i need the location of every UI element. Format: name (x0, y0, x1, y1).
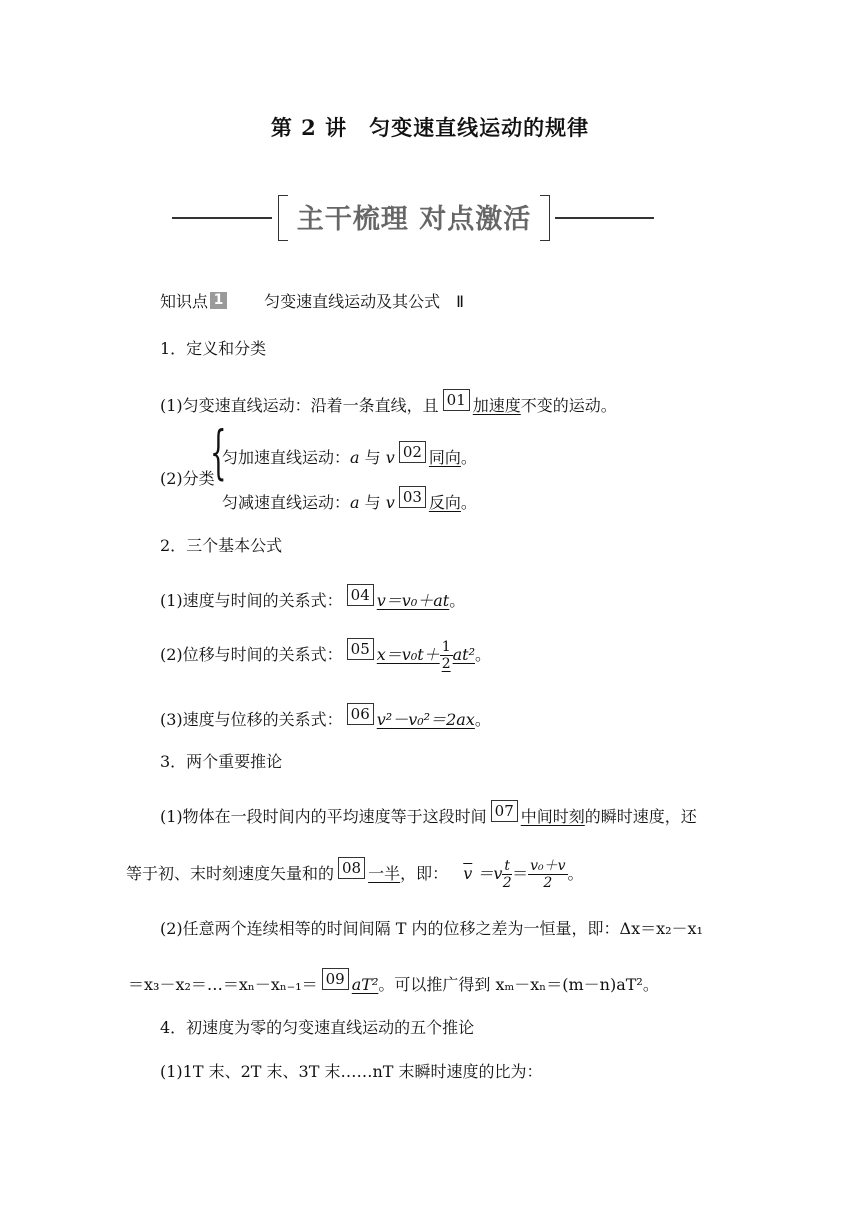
answer-number-01: 01 (443, 389, 470, 411)
average-velocity-symbol: $\overline{v}$ (463, 864, 473, 883)
symbol-v: v (385, 493, 395, 512)
knowledge-title: 匀变速直线运动及其公式 Ⅱ (264, 292, 464, 311)
knowledge-label: 知识点 (160, 292, 209, 311)
fraction-one-half (440, 639, 453, 672)
period: 。 (460, 448, 477, 467)
symbol-a: a (350, 448, 360, 467)
sub-denominator: 2 (502, 875, 512, 891)
period: 。 (475, 645, 492, 664)
period: 。 (449, 591, 466, 610)
with-text: 与 (364, 493, 381, 512)
symbol-v: v (385, 448, 395, 467)
answer-number-05: 05 (347, 638, 374, 660)
accelerating-line (222, 441, 477, 468)
answer-number-09: 09 (322, 968, 349, 990)
knowledge-point-heading (160, 289, 464, 312)
left-brace: { (210, 418, 227, 486)
inference-2-line-1: (2)任意两个连续相等的时间间隔 T 内的位移之差为一恒量，即：Δx＝x₂－x₁ (160, 919, 703, 938)
that-is-text: ，即： (400, 864, 449, 883)
inference-1-line-1 (160, 800, 697, 827)
answer-02: 同向 (428, 448, 461, 467)
banner-right-bracket (540, 195, 550, 241)
sub-numerator: t (504, 858, 511, 874)
answer-05-part-b: at² (452, 645, 475, 664)
inference-2-equation: ＝x₃－x₂＝…＝xₙ－xₙ₋₁＝ (128, 975, 318, 994)
formula-3-label: (3)速度与位移的关系式： (160, 710, 343, 729)
decelerating-label: 匀减速直线运动： (222, 493, 351, 512)
banner-right-rule (555, 217, 654, 219)
answer-09: aT² (351, 975, 379, 994)
formula-displacement-time (160, 638, 491, 672)
formula-velocity-displacement (160, 703, 491, 730)
inference-1-continuation: 的瞬时速度，还 (584, 807, 697, 826)
velocity-sum-fraction (528, 858, 567, 891)
average-velocity-equation (463, 858, 583, 891)
inference-2-line-2 (128, 968, 659, 995)
definition-end: 不变的运动。 (520, 396, 617, 415)
accelerating-label: 匀加速直线运动： (222, 448, 351, 467)
section-1-heading: 1．定义和分类 (160, 339, 267, 358)
answer-03: 反向 (428, 493, 461, 512)
formula-1-label: (1)速度与时间的关系式： (160, 591, 343, 610)
answer-01: 加速度 (472, 396, 521, 415)
answer-number-08: 08 (338, 857, 365, 879)
decelerating-line (222, 486, 477, 513)
answer-number-02: 02 (399, 441, 426, 463)
banner-left-bracket (278, 195, 288, 241)
banner-left-rule (172, 217, 272, 219)
definition-text: (1)匀变速直线运动：沿着一条直线，且 (160, 396, 439, 415)
fraction-denominator: 2 (441, 656, 451, 672)
section-3-heading: 3．两个重要推论 (160, 752, 283, 771)
equals-sign: ＝ (512, 864, 529, 883)
period: 。 (460, 493, 477, 512)
answer-08: 一半 (368, 864, 401, 883)
equals-v: ＝v (477, 864, 503, 883)
classification-label: (2)分类 (160, 469, 215, 488)
symbol-a: a (350, 493, 360, 512)
inference-1-line-2 (126, 857, 584, 891)
inference-2-generalization: 。可以推广得到 xₘ－xₙ＝(m－n)aT²。 (378, 975, 659, 994)
answer-05-part-a: x＝v₀t＋ (376, 645, 440, 664)
answer-number-04: 04 (347, 584, 374, 606)
answer-number-03: 03 (399, 486, 426, 508)
sum-numerator: v₀＋v (530, 858, 566, 874)
formula-velocity-time (160, 584, 465, 611)
banner-text: 主干梳理 对点激活 (296, 204, 532, 235)
fraction-numerator: 1 (441, 639, 451, 655)
answer-04: v＝v₀＋at (376, 591, 450, 610)
knowledge-number-badge: 1 (210, 292, 227, 309)
answer-number-06: 06 (347, 703, 374, 725)
definition-line (160, 389, 617, 416)
subscript-t-over-2 (502, 858, 512, 891)
inference-1-text-2: 等于初、末时刻速度矢量和的 (126, 864, 335, 883)
period: 。 (474, 710, 491, 729)
formula-2-label: (2)位移与时间的关系式： (160, 645, 343, 664)
page-title: 第 2 讲 匀变速直线运动的规律 (270, 115, 590, 140)
inference-list-item-1: (1)1T 末、2T 末、3T 末……nT 末瞬时速度的比为： (160, 1062, 543, 1081)
section-banner (172, 193, 654, 243)
with-text: 与 (364, 448, 381, 467)
inference-1-text: (1)物体在一段时间内的平均速度等于这段时间 (160, 807, 487, 826)
sum-denominator: 2 (543, 875, 553, 891)
section-4-heading: 4．初速度为零的匀变速直线运动的五个推论 (160, 1018, 475, 1037)
answer-number-07: 07 (491, 800, 518, 822)
section-2-heading: 2．三个基本公式 (160, 536, 283, 555)
answer-07: 中间时刻 (520, 807, 585, 826)
period: 。 (567, 864, 584, 883)
answer-06: v²－v₀²＝2ax (376, 710, 475, 729)
